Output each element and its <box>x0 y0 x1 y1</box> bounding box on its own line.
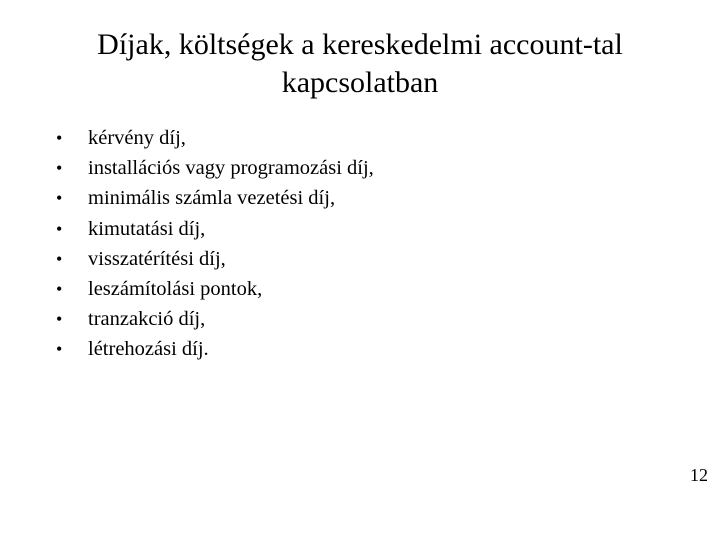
list-item <box>56 214 374 244</box>
bullet-icon: • <box>56 218 63 239</box>
list-item <box>56 244 374 274</box>
slide-title <box>0 26 720 102</box>
list-item-text: létrehozási díj. <box>88 338 209 361</box>
list-item <box>56 153 374 183</box>
list-item <box>56 274 374 304</box>
bullet-icon: • <box>56 188 63 209</box>
slide-title-line-1: Díjak, költségek a kereskedelmi account-tal <box>97 28 623 61</box>
fee-list <box>56 123 374 365</box>
page-number: 12 <box>690 465 708 485</box>
slide-title-line-2: kapcsolatban <box>281 66 439 99</box>
bullet-icon: • <box>56 279 63 300</box>
bullet-icon: • <box>56 309 63 330</box>
bullet-icon: • <box>56 158 63 179</box>
list-item-text: kimutatási díj, <box>88 217 206 240</box>
list-item-text: installációs vagy programozási díj, <box>88 157 374 180</box>
list-item <box>56 304 374 334</box>
list-item-text: visszatérítési díj, <box>88 247 226 270</box>
list-item-text: minimális számla vezetési díj, <box>88 187 336 210</box>
bullet-icon: • <box>56 128 63 148</box>
list-item-text: kérvény díj, <box>88 127 186 149</box>
list-item-text: leszámítolási pontok, <box>88 278 263 301</box>
list-item-text: tranzakció díj, <box>88 308 206 331</box>
bullet-icon: • <box>56 248 63 269</box>
list-item <box>56 334 374 364</box>
bullet-icon: • <box>56 339 63 360</box>
list-item <box>56 123 374 153</box>
list-item <box>56 183 374 213</box>
